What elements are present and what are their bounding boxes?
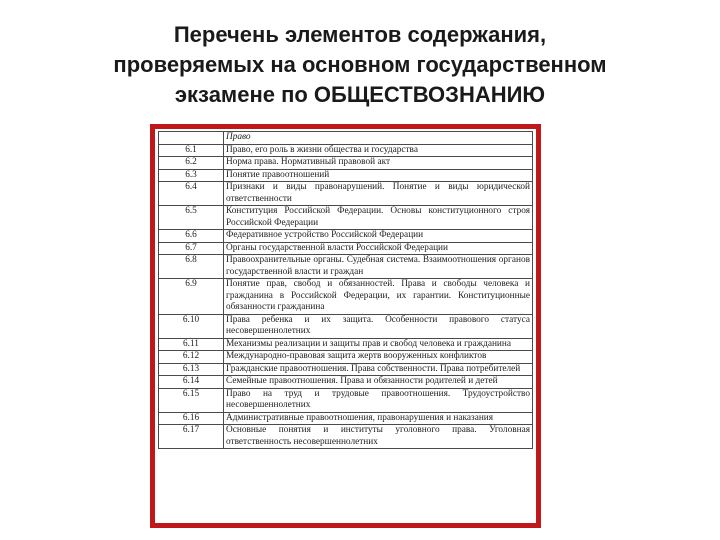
table-row <box>159 376 533 389</box>
content-elements-table <box>158 131 533 449</box>
section-code-cell <box>159 132 224 145</box>
table-row <box>159 242 533 255</box>
table-row <box>159 279 533 315</box>
title-line-1: Перечень элементов содержания, <box>173 22 547 47</box>
element-description: Федеративное устройство Российской Федерации <box>224 230 533 243</box>
element-description: Органы государственной власти Российской Федерации <box>224 242 533 255</box>
section-title: Право <box>224 132 533 145</box>
table-row <box>159 412 533 425</box>
element-code: 6.9 <box>159 279 224 315</box>
element-code: 6.4 <box>159 182 224 206</box>
element-description: Право на труд и трудовые правоотношения. Трудоустройство несовершеннолетних <box>224 388 533 412</box>
element-code: 6.3 <box>159 169 224 182</box>
table-row <box>159 351 533 364</box>
element-code: 6.13 <box>159 363 224 376</box>
table-row <box>159 169 533 182</box>
element-code: 6.8 <box>159 255 224 279</box>
element-code: 6.12 <box>159 351 224 364</box>
element-description: Основные понятия и институты уголовного права. Уголовная ответственность несовершеннолетних <box>224 425 533 449</box>
element-description: Права ребенка и их защита. Особенности правового статуса несовершеннолетних <box>224 314 533 338</box>
table-row <box>159 314 533 338</box>
element-description: Правоохранительные органы. Судебная система. Взаимоотношения органов государственной власти и граждан <box>224 255 533 279</box>
element-description: Семейные правоотношения. Права и обязанности родителей и детей <box>224 376 533 389</box>
element-description: Гражданские правоотношения. Права собственности. Права потребителей <box>224 363 533 376</box>
table-row <box>159 157 533 170</box>
element-code: 6.1 <box>159 144 224 157</box>
element-description: Конституция Российской Федерации. Основы конституционного строя Российской Федерации <box>224 206 533 230</box>
slide-title <box>0 20 720 110</box>
element-description: Понятие правоотношений <box>224 169 533 182</box>
element-code: 6.2 <box>159 157 224 170</box>
element-description: Норма права. Нормативный правовой акт <box>224 157 533 170</box>
title-line-3: экзамене по ОБЩЕСТВОЗНАНИЮ <box>174 82 546 107</box>
element-code: 6.11 <box>159 338 224 351</box>
element-code: 6.15 <box>159 388 224 412</box>
table-row <box>159 144 533 157</box>
element-description: Механизмы реализации и защиты прав и свобод человека и гражданина <box>224 338 533 351</box>
element-description: Административные правоотношения, правонарушения и наказания <box>224 412 533 425</box>
document-frame <box>150 124 541 528</box>
element-code: 6.6 <box>159 230 224 243</box>
element-code: 6.14 <box>159 376 224 389</box>
section-header-row <box>159 132 533 145</box>
table-row <box>159 425 533 449</box>
table-row <box>159 230 533 243</box>
table-row <box>159 206 533 230</box>
element-description: Право, его роль в жизни общества и государства <box>224 144 533 157</box>
element-description: Понятие прав, свобод и обязанностей. Права и свободы человека и гражданина в Российской Федерации, их гарантии. Конституционные обязанности гражданина <box>224 279 533 315</box>
element-code: 6.5 <box>159 206 224 230</box>
element-code: 6.16 <box>159 412 224 425</box>
element-code: 6.10 <box>159 314 224 338</box>
element-code: 6.7 <box>159 242 224 255</box>
title-line-2: проверяемых на основном государственном <box>113 52 607 77</box>
element-description: Признаки и виды правонарушений. Понятие и виды юридической ответственности <box>224 182 533 206</box>
table-row <box>159 388 533 412</box>
table-row <box>159 338 533 351</box>
table-row <box>159 255 533 279</box>
table-row <box>159 182 533 206</box>
element-description: Международно-правовая защита жертв вооруженных конфликтов <box>224 351 533 364</box>
table-row <box>159 363 533 376</box>
element-code: 6.17 <box>159 425 224 449</box>
